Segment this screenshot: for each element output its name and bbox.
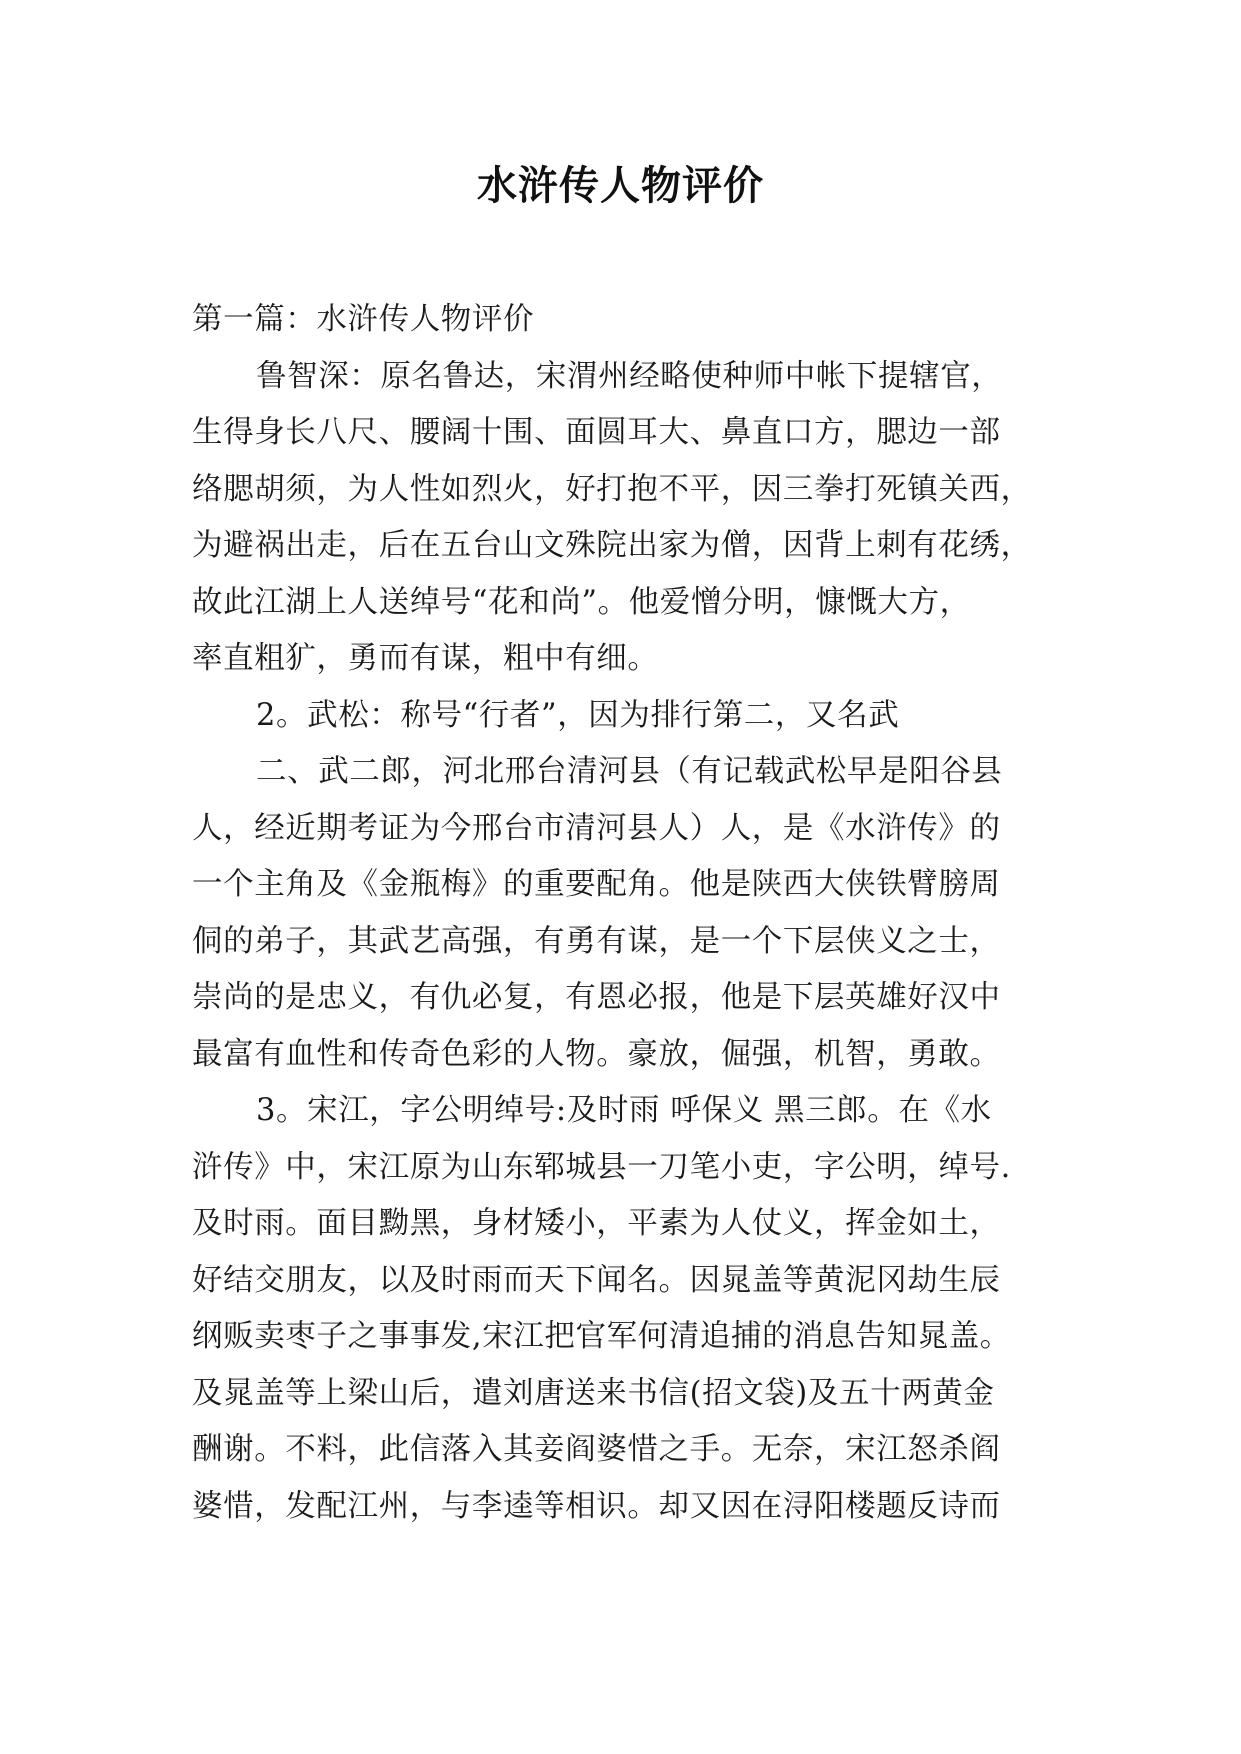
paragraph-line: 及时雨。面目黝黑，身材矮小，平素为人仗义，挥金如土， [192,1206,1001,1241]
paragraph-line: 崇尚的是忠义，有仇必复，有恩必报，他是下层英雄好汉中 [192,980,1001,1015]
paragraph-line: 及晁盖等上梁山后，遣刘唐送来书信(招文袋)及五十两黄金 [192,1375,995,1411]
paragraph-line: 络腮胡须，为人性如烈火，好打抱不平，因三拳打死镇关西， [192,471,1032,507]
paragraph-line: 纲贩卖枣子之事事发,宋江把官军何清追捕的消息告知晁盖。 [192,1319,1011,1354]
paragraph-line: 故此江湖上人送绰号“花和尚”。他爱憎分明，慷慨大方， [192,584,971,620]
paragraph-line: 酬谢。不料，此信落入其妾阎婆惜之手。无奈，宋江怒杀阎 [192,1432,1001,1467]
paragraph-line: 率直粗犷，勇而有谋，粗中有细。 [192,641,659,676]
paragraph-line: 好结交朋友，以及时雨而天下闻名。因晁盖等黄泥冈劫生辰 [192,1262,1001,1298]
paragraph-line: 2。武松：称号“行者”，因为排行第二，又名武 [256,697,900,733]
paragraph-line: 为避祸出走，后在五台山文殊院出家为僧，因背上刺有花绣， [192,528,1032,563]
paragraph-line: 最富有血性和传奇色彩的人物。豪放，倔强，机智，勇敢。 [192,1036,1001,1072]
paragraph-line: 婆惜，发配江州，与李逵等相识。却又因在浔阳楼题反诗而 [192,1488,1001,1524]
document-title: 水浒传人物评价 [477,162,764,209]
paragraph-line: 浒传》中，宋江原为山东郓城县一刀笔小吏，字公明，绰号. [192,1149,1011,1185]
paragraph-line: 3。宋江，字公明绰号:及时雨 呼保义 黑三郎。在《水 [256,1093,992,1128]
paragraph-line: 一个主角及《金瓶梅》的重要配角。他是陕西大侠铁臂膀周 [192,867,1001,902]
paragraph-line: 人，经近期考证为今邢台市清河县人）人，是《水浒传》的 [192,810,1001,846]
paragraph-line: 侗的弟子，其武艺高强，有勇有谋，是一个下层侠义之士， [192,923,1001,959]
document-body [192,292,1092,1535]
paragraph-line: 鲁智深：原名鲁达，宋渭州经略使种师中帐下提辖官， [256,358,1003,394]
paragraph-line: 生得身长八尺、腰阔十围、面圆耳大、鼻直口方，腮边一部 [192,415,1001,450]
section-heading: 第一篇：水浒传人物评价 [192,302,535,337]
paragraph-line: 二、武二郎，河北邢台清河县（有记载武松早是阳谷县 [256,754,1003,789]
